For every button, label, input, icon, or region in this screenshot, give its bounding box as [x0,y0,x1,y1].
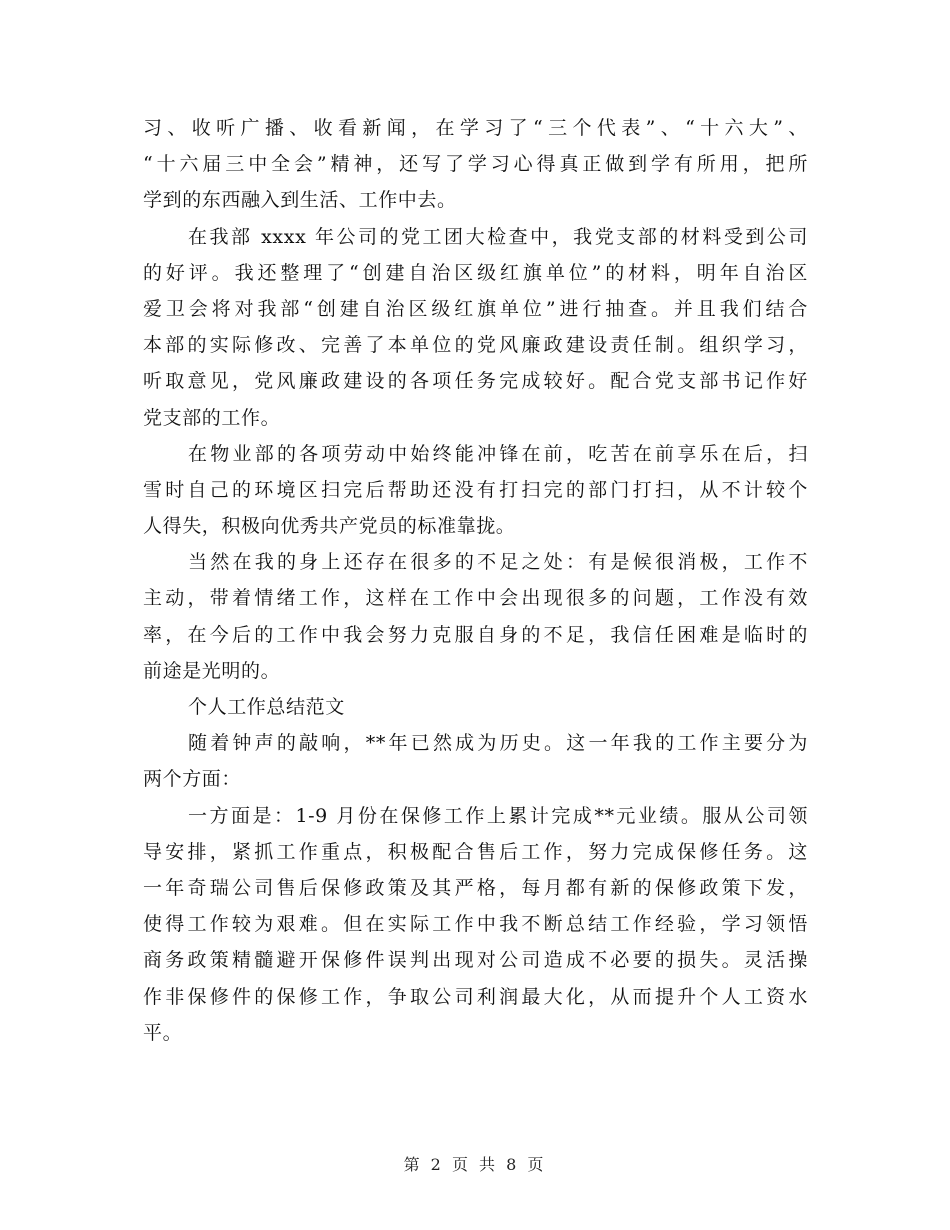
text-line: 导安排，紧抓工作重点，积极配合售后工作，努力完成保修任务。这 [143,840,808,863]
paragraph [143,689,808,725]
text-line: 作非保修件的保修工作，争取公司利润最大化，从而提升个人工资水 [143,985,808,1008]
text-line: 听取意见，党风廉政建设的各项任务完成较好。配合党支部书记作好 [143,370,808,393]
text-line: 使得工作较为艰难。但在实际工作中我不断总结工作经验，学习领悟 [143,913,808,936]
text-line: 在我部 xxxx 年公司的党工团大检查中，我党支部的材料受到公司 [188,225,808,248]
text-line: 一方面是：1-9 月份在保修工作上累计完成**元业绩。服从公司领 [188,804,808,827]
paragraph [143,219,808,436]
text-line: 前途是光明的。 [143,659,281,682]
text-line: 主动，带着情绪工作，这样在工作中会出现很多的问题，工作没有效 [143,587,808,610]
text-line: 雪时自己的环境区扫完后帮助还没有打扫完的部门打扫，从不计较个 [143,478,808,501]
text-line: 两个方面： [143,768,242,791]
text-line: 当然在我的身上还存在很多的不足之处：有是候很消极，工作不 [188,551,808,574]
text-line: 率，在今后的工作中我会努力克服自身的不足，我信任困难是临时的 [143,623,808,646]
text-line: 商务政策精髓避开保修件误判出现对公司造成不必要的损失。灵活操 [143,949,808,972]
text-line: 人得失，积极向优秀共产党员的标准靠拢。 [143,515,516,538]
text-line: 的好评。我还整理了“创建自治区级红旗单位”的材料，明年自治区 [143,261,808,284]
paragraph [143,544,808,689]
page-number-footer: 第 2 页 共 8 页 [403,1155,547,1174]
text-line: 在物业部的各项劳动中始终能冲锋在前，吃苦在前享乐在后，扫 [188,442,808,465]
text-line: “十六届三中全会”精神，还写了学习心得真正做到学有所用，把所 [143,153,808,176]
text-line: 随着钟声的敲响，**年已然成为历史。这一年我的工作主要分为 [188,732,808,755]
section-title: 个人工作总结范文 [188,696,345,718]
text-line: 本部的实际修改、完善了本单位的党风廉政建设责任制。组织学习， [143,334,808,357]
paragraph [143,110,808,219]
document-body [143,110,808,1051]
text-line: 学到的东西融入到生活、工作中去。 [143,189,457,212]
text-line: 爱卫会将对我部“创建自治区级红旗单位”进行抽查。并且我们结合 [143,297,808,320]
text-line: 一年奇瑞公司售后保修政策及其严格，每月都有新的保修政策下发， [143,876,808,899]
paragraph [143,436,808,545]
text-line: 平。 [143,1021,183,1044]
text-line: 习、收听广播、收看新闻，在学习了“三个代表”、“十六大”、 [143,117,808,139]
paragraph [143,798,808,1051]
text-line: 党支部的工作。 [143,406,281,429]
paragraph [143,725,808,797]
